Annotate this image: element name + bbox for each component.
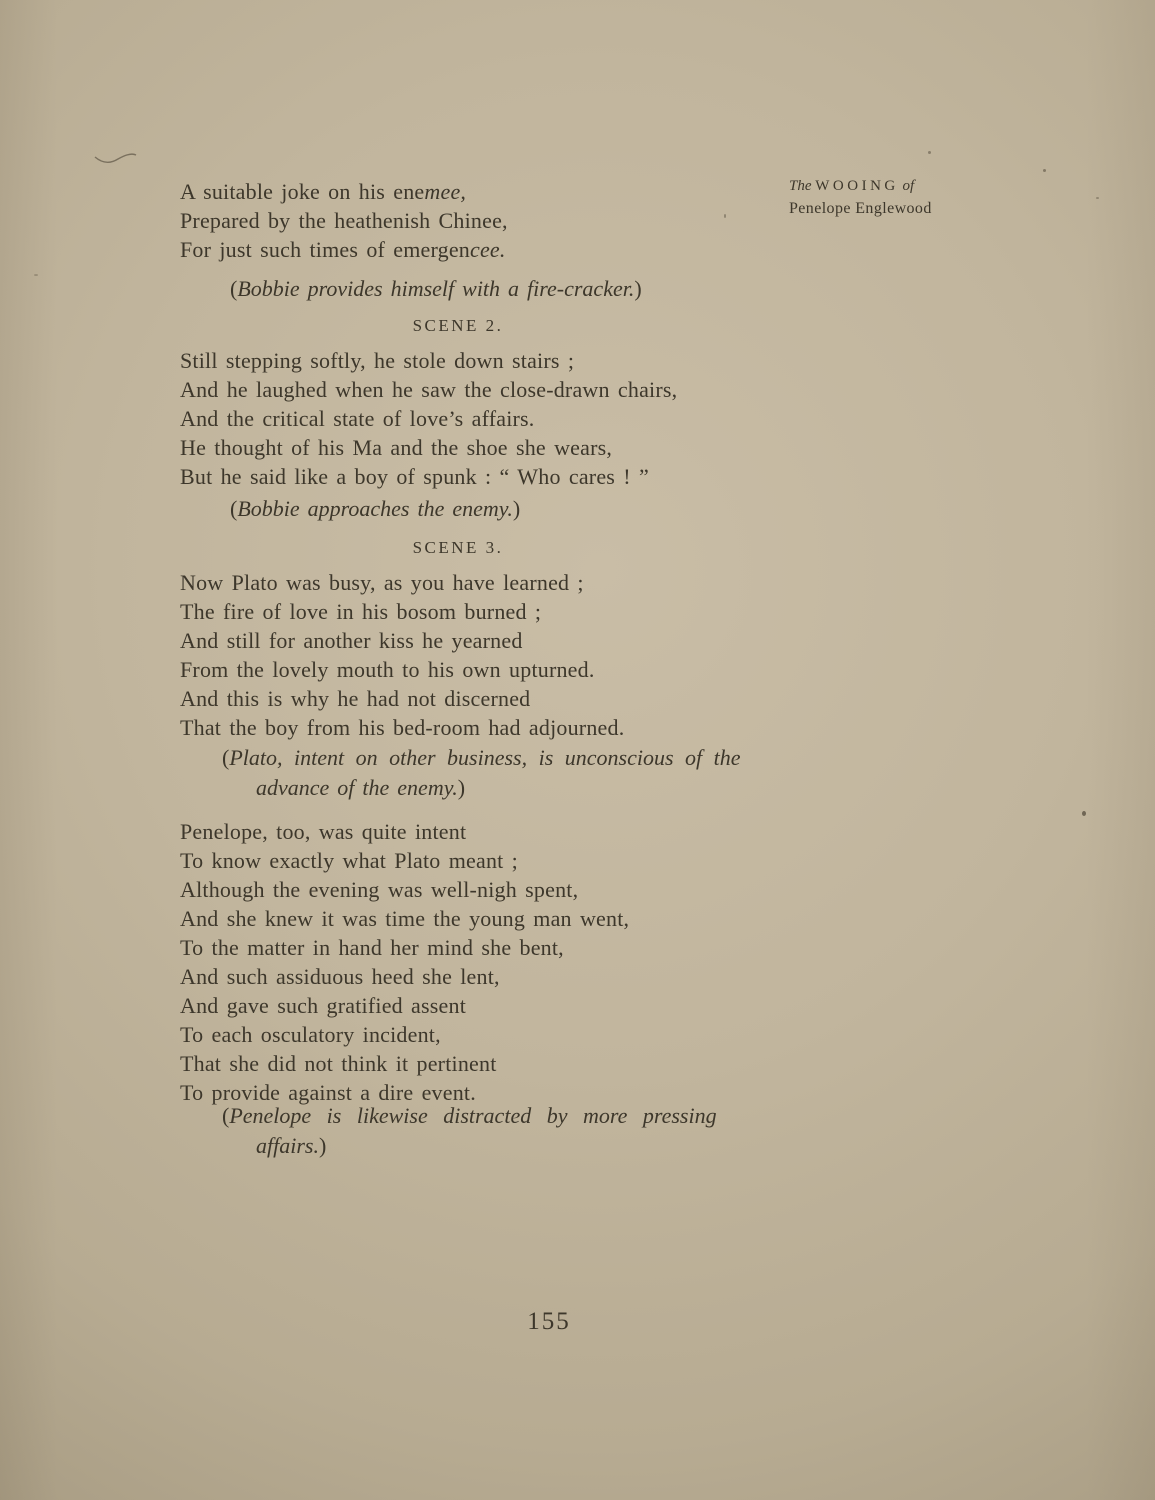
text-line: [180, 597, 624, 626]
text-segment: And the critical state of love’s affairs.: [180, 406, 535, 431]
text-line: [180, 713, 624, 742]
paper-speck: [34, 274, 38, 276]
text-segment: Bobbie approaches the enemy.: [237, 496, 513, 521]
text-segment: To the matter in hand her mind she bent,: [180, 935, 564, 960]
text-segment: And such assiduous heed she lent,: [180, 964, 500, 989]
text-line: [222, 773, 741, 803]
stage-direction-3: [180, 743, 741, 803]
text-segment: cee.: [470, 237, 506, 262]
running-header-main: WOOING: [815, 178, 899, 194]
text-segment: To each osculatory incident,: [180, 1022, 441, 1047]
stage-direction-4: [180, 1101, 717, 1161]
text-segment: ): [457, 775, 466, 800]
stage-direction-1: [180, 274, 642, 304]
text-segment: advance of the enemy.: [256, 775, 458, 800]
text-segment: But he said like a boy of spunk : “ Who cares ! ”: [180, 464, 649, 489]
text-line: [180, 177, 508, 206]
paper-speck: [724, 214, 726, 218]
page-number: 155: [527, 1308, 571, 1335]
text-line: [180, 962, 629, 991]
text-segment: For just such times of emergen: [180, 237, 470, 262]
paper-speck: [928, 151, 931, 154]
pencil-mark: [93, 148, 138, 175]
text-segment: Penelope, too, was quite intent: [180, 819, 467, 844]
text-segment: To know exactly what Plato meant ;: [180, 848, 518, 873]
text-line: [180, 1020, 629, 1049]
text-segment: That the boy from his bed-room had adjourned.: [180, 715, 625, 740]
running-header: [789, 176, 932, 219]
scene-heading-2: SCENE 2.: [412, 316, 504, 335]
text-line: [230, 494, 520, 524]
text-segment: He thought of his Ma and the shoe she wears,: [180, 435, 613, 460]
text-line: [222, 1131, 717, 1161]
paper-speck: [1043, 169, 1046, 172]
text-line: [222, 743, 741, 773]
running-header-subtitle: Penelope Englewood: [789, 200, 932, 217]
text-line: [180, 684, 624, 713]
text-line: [180, 817, 629, 846]
stanza-3: [180, 568, 624, 742]
text-line: [222, 1101, 717, 1131]
text-segment: The fire of love in his bosom burned ;: [180, 599, 542, 624]
running-header-the: The: [789, 178, 812, 194]
text-segment: And he laughed when he saw the close-drawn chairs,: [180, 377, 678, 402]
stanza-2: [180, 346, 677, 491]
text-segment: And still for another kiss he yearned: [180, 628, 523, 653]
text-line: [180, 904, 629, 933]
text-segment: A suitable joke on his ene: [180, 179, 425, 204]
text-line: [180, 375, 677, 404]
text-segment: (: [230, 496, 238, 521]
stanza-1: [180, 177, 508, 264]
text-segment: To provide against a dire event.: [180, 1080, 476, 1105]
text-segment: (: [222, 745, 230, 770]
text-line: [180, 991, 629, 1020]
text-segment: ): [634, 276, 642, 301]
text-segment: And gave such gratified assent: [180, 993, 467, 1018]
text-segment: Penelope is likewise distracted by more pressing: [229, 1103, 717, 1128]
text-line: [180, 235, 508, 264]
text-segment: Plato, intent on other business, is unconscious of the: [229, 745, 741, 770]
text-segment: ): [512, 496, 521, 521]
text-line: [180, 846, 629, 875]
text-segment: (: [230, 276, 238, 301]
text-segment: That she did not think it pertinent: [180, 1051, 497, 1076]
text-line: [180, 1049, 629, 1078]
text-segment: mee,: [424, 179, 467, 204]
pencil-mark-curve: [93, 148, 138, 170]
text-line: [180, 404, 677, 433]
text-line: [180, 462, 677, 491]
paper-speck: [1096, 197, 1099, 199]
stanza-4: [180, 817, 629, 1107]
text-segment: Now Plato was busy, as you have learned ;: [180, 570, 584, 595]
text-segment: affairs.: [256, 1133, 319, 1158]
text-line: [180, 346, 677, 375]
text-line: [230, 274, 642, 304]
text-segment: (: [222, 1103, 230, 1128]
text-segment: Although the evening was well-nigh spent,: [180, 877, 579, 902]
running-header-of: of: [902, 178, 915, 194]
text-line: [180, 206, 508, 235]
text-line: [180, 655, 624, 684]
stage-direction-2: [180, 494, 520, 524]
text-line: [180, 933, 629, 962]
text-segment: And she knew it was time the young man went,: [180, 906, 630, 931]
text-line: [180, 626, 624, 655]
scene-heading-3: SCENE 3.: [412, 538, 504, 557]
running-header-title: [789, 176, 932, 197]
text-segment: And this is why he had not discerned: [180, 686, 531, 711]
text-segment: Bobbie provides himself with a fire-cracker.: [237, 276, 635, 301]
text-line: [180, 568, 624, 597]
text-line: [180, 875, 629, 904]
text-line: [180, 433, 677, 462]
paper-speck: [1082, 811, 1086, 816]
text-segment: Still stepping softly, he stole down stairs ;: [180, 348, 575, 373]
text-segment: Prepared by the heathenish Chinee,: [180, 208, 508, 233]
text-segment: From the lovely mouth to his own upturned.: [180, 657, 595, 682]
text-segment: ): [318, 1133, 327, 1158]
